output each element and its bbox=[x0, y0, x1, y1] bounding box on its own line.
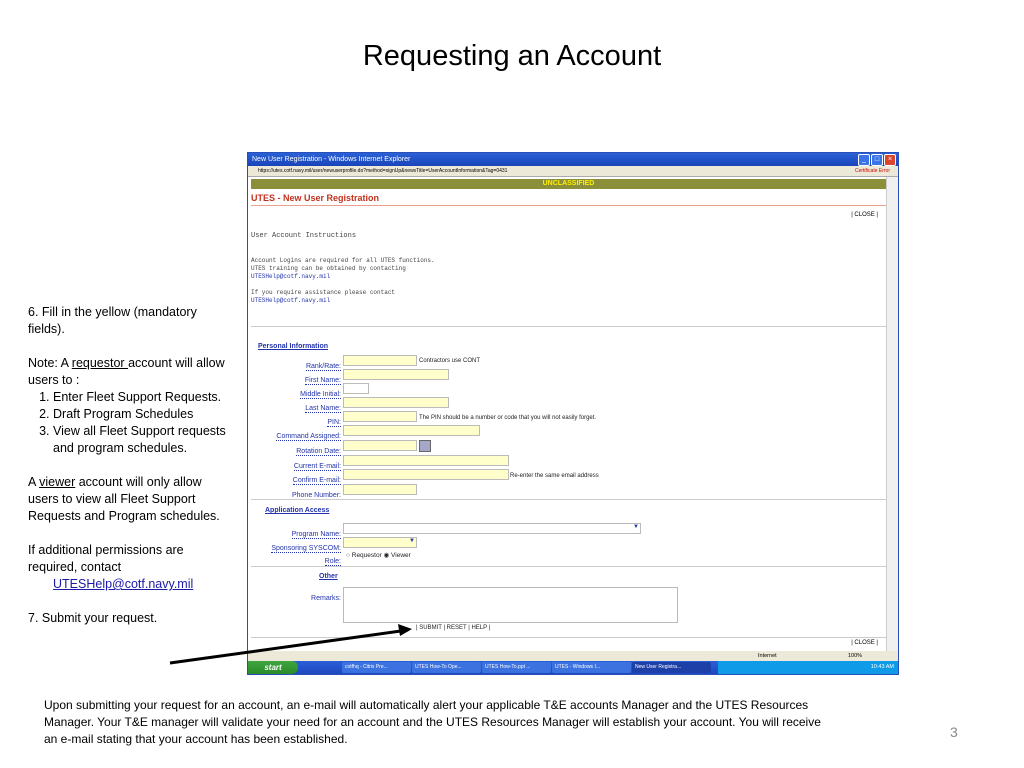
clock: 10:43 AM bbox=[870, 664, 894, 670]
syscom-select[interactable] bbox=[343, 537, 417, 548]
program-select[interactable] bbox=[343, 523, 641, 534]
command-label: Command Assigned: bbox=[276, 433, 341, 440]
rotation-date-label: Rotation Date: bbox=[296, 448, 341, 455]
note-suffix: account will allow users to : bbox=[28, 356, 225, 387]
browser-titlebar bbox=[248, 153, 898, 166]
permissions-note bbox=[28, 542, 228, 593]
first-name-label: First Name: bbox=[304, 377, 341, 384]
requestor-permissions-list bbox=[28, 389, 228, 457]
pin-label: PIN: bbox=[327, 419, 341, 426]
phone-label: Phone Number: bbox=[291, 492, 341, 499]
bottom-text: Upon submitting your request for an account, an e-mail will automatically alert your applicable T&E accounts Manager and the UTES Resources Manager. Your T&E manager will validate your need for an account and the UTES Resources Manager will establish your account. You will receive an e-mail stating that your account has been established. bbox=[44, 698, 821, 746]
maximize-icon[interactable]: □ bbox=[871, 154, 883, 166]
remarks-textarea[interactable] bbox=[343, 587, 678, 623]
last-name-field[interactable] bbox=[343, 397, 449, 408]
list-item: 3. View all Fleet Support requests and program schedules. bbox=[53, 423, 228, 457]
syscom-label: Sponsoring SYSCOM: bbox=[271, 545, 341, 552]
instruction-line: Account Logins are required for all UTES functions. bbox=[251, 257, 435, 264]
note-prefix: Note: A bbox=[28, 356, 72, 370]
requestor-term: requestor bbox=[71, 356, 129, 370]
radio-selected-icon[interactable]: ◉ bbox=[383, 552, 390, 559]
step6-text: 6. Fill in the yellow (mandatory fields). bbox=[28, 305, 197, 336]
instruction-line: UTES training can be obtained by contacting bbox=[251, 265, 406, 272]
rank-label: Rank/Rate: bbox=[305, 363, 341, 370]
page-number: 3 bbox=[950, 724, 958, 740]
instruction-email-link[interactable]: UTESHelp@cotf.navy.mil bbox=[251, 273, 331, 280]
close-link-bottom[interactable]: | CLOSE | bbox=[851, 640, 878, 646]
start-button[interactable]: start bbox=[248, 661, 298, 674]
taskbar-item[interactable]: cotfhq - Citrix Pre... bbox=[342, 662, 411, 673]
viewer-suffix: account will only allow users to view all Fleet Support Requests and Program schedules. bbox=[28, 475, 220, 523]
form-buttons[interactable]: | SUBMIT | RESET | HELP | bbox=[416, 625, 491, 631]
instruction-email-wrap bbox=[251, 297, 330, 304]
divider bbox=[251, 326, 886, 327]
note-requestor bbox=[28, 355, 228, 389]
last-name-label: Last Name: bbox=[305, 405, 341, 412]
instruction-notes bbox=[28, 304, 228, 644]
divider bbox=[251, 205, 886, 206]
classification-banner: UNCLASSIFIED bbox=[251, 179, 886, 189]
other-title: Other bbox=[319, 573, 338, 580]
pin-field[interactable] bbox=[343, 411, 417, 422]
chevron-down-icon: ▼ bbox=[633, 524, 639, 530]
email-field[interactable] bbox=[343, 455, 509, 466]
divider bbox=[251, 566, 886, 567]
calendar-icon[interactable] bbox=[419, 440, 431, 452]
slide-title: Requesting an Account bbox=[362, 40, 662, 72]
taskbar-item[interactable]: UTES How-To Ope... bbox=[412, 662, 481, 673]
confirm-email-field[interactable] bbox=[343, 469, 509, 480]
rank-note: Contractors use CONT bbox=[419, 358, 481, 364]
security-zone: Internet bbox=[758, 653, 777, 659]
middle-initial-field[interactable] bbox=[343, 383, 369, 394]
first-name-field[interactable] bbox=[343, 369, 449, 380]
certificate-error[interactable]: Certificate Error bbox=[854, 168, 890, 174]
address-bar[interactable] bbox=[248, 166, 898, 177]
system-tray bbox=[718, 661, 898, 674]
scrollbar[interactable] bbox=[886, 177, 898, 651]
role-viewer[interactable]: Viewer bbox=[391, 552, 411, 559]
status-bar bbox=[248, 651, 898, 661]
taskbar-item[interactable]: UTES How-To.ppt ... bbox=[482, 662, 551, 673]
minimize-icon[interactable]: _ bbox=[858, 154, 870, 166]
url-text: https://utes.cotf.navy.mil/user/newuserprofile.do?method=signUp&newsTitle=UserAccountInformation&Tag=0431 bbox=[258, 168, 508, 174]
viewer-term: viewer bbox=[39, 475, 76, 489]
role-label: Role: bbox=[324, 558, 341, 565]
taskbar-item[interactable]: UTES - Windows I... bbox=[552, 662, 631, 673]
chevron-down-icon: ▼ bbox=[409, 538, 415, 544]
role-requestor[interactable]: Requestor bbox=[351, 552, 382, 559]
email-label: Current E-mail: bbox=[293, 463, 341, 470]
instruction-email-wrap bbox=[251, 273, 330, 280]
remarks-label: Remarks: bbox=[311, 595, 341, 602]
middle-initial-label: Middle Initial: bbox=[300, 391, 341, 398]
assistance-email-link[interactable]: UTESHelp@cotf.navy.mil bbox=[251, 297, 331, 304]
phone-field[interactable] bbox=[343, 484, 417, 495]
zoom-level[interactable]: 100% bbox=[848, 653, 863, 659]
pin-note: The PIN should be a number or code that you will not easily forget. bbox=[419, 415, 597, 421]
list-item: 1. Enter Fleet Support Requests. bbox=[53, 389, 228, 406]
radio-empty-icon[interactable]: ○ bbox=[346, 552, 350, 559]
taskbar-item-active[interactable]: New User Registra... bbox=[632, 662, 711, 673]
rotation-date-field[interactable] bbox=[343, 440, 417, 451]
divider bbox=[251, 637, 886, 638]
role-options bbox=[346, 551, 411, 559]
page-heading: UTES - New User Registration bbox=[251, 193, 380, 203]
browser-title: New User Registration - Windows Internet Explorer bbox=[252, 156, 411, 163]
browser-window bbox=[247, 152, 899, 675]
taskbar bbox=[248, 661, 898, 674]
program-label: Program Name: bbox=[291, 531, 341, 538]
close-link[interactable]: | CLOSE | bbox=[851, 212, 878, 218]
instruction-line: If you require assistance please contact bbox=[251, 289, 396, 296]
step7-text: 7. Submit your request. bbox=[28, 611, 158, 625]
permissions-text: If additional permissions are required, contact bbox=[28, 543, 184, 574]
confirm-email-label: Confirm E-mail: bbox=[292, 477, 341, 484]
webpage bbox=[248, 177, 886, 651]
close-icon[interactable]: × bbox=[884, 154, 896, 166]
instructions-title: User Account Instructions bbox=[251, 232, 357, 240]
help-email-link[interactable]: UTESHelp@cotf.navy.mil bbox=[53, 577, 194, 591]
viewer-note bbox=[28, 474, 228, 525]
access-title: Application Access bbox=[265, 507, 330, 514]
divider bbox=[251, 499, 886, 500]
confirm-note: Re-enter the same email address bbox=[510, 473, 599, 479]
command-field[interactable] bbox=[343, 425, 480, 436]
viewer-prefix: A bbox=[28, 475, 40, 489]
personal-info-title: Personal Information bbox=[258, 343, 329, 350]
list-item: 2. Draft Program Schedules bbox=[53, 406, 228, 423]
rank-field[interactable] bbox=[343, 355, 417, 366]
